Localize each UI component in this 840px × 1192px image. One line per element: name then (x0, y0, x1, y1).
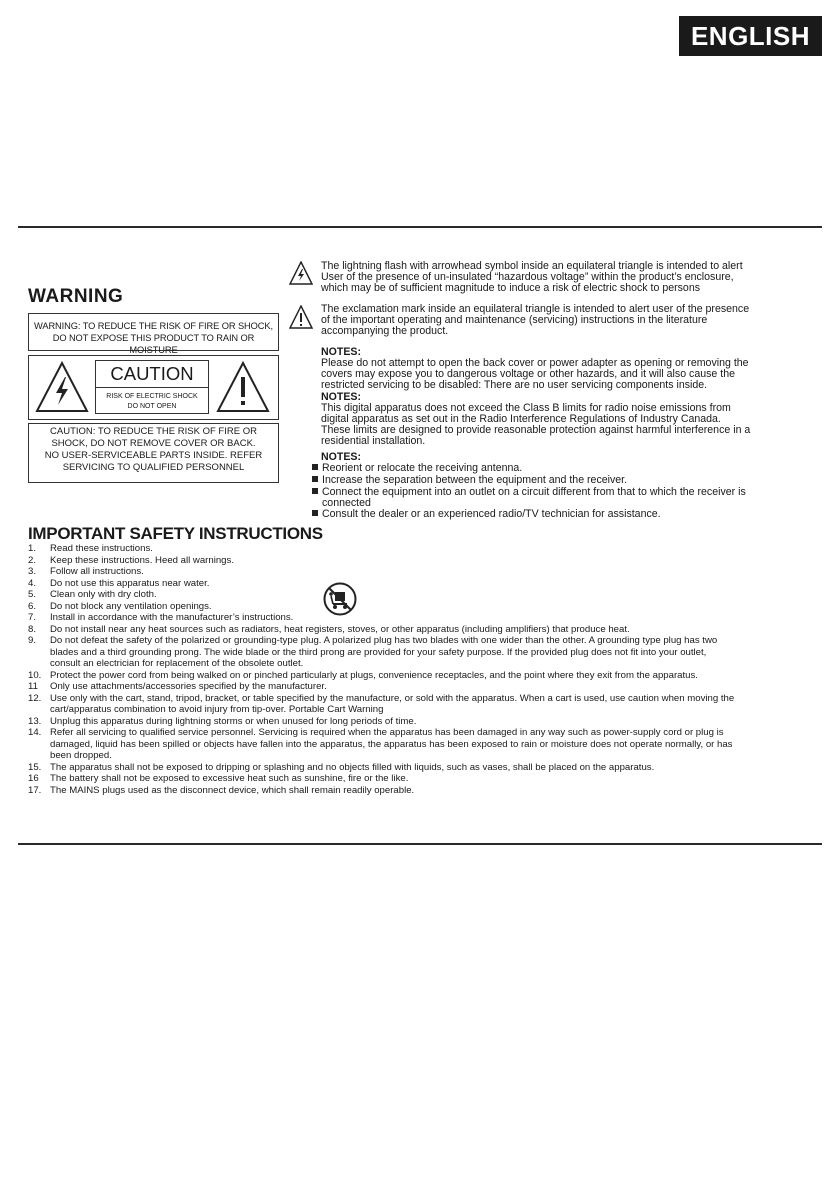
caution-word: CAUTION (110, 363, 194, 384)
safety-item-text: Use only with the cart, stand, tripod, bracket, or table specified by the manufacture, or sold with the apparatus. When a cart is used, use caution when moving the (50, 692, 735, 704)
notes-service-line3: restricted servicing to be disabled: There are no user servicing components inside. (321, 379, 708, 391)
notes-class-b-line3: These limits are designed to provide reasonable protection against harmful interference in a (321, 424, 751, 436)
safety-item-number: 17. (28, 784, 42, 796)
safety-item-text: Unplug this apparatus during lightning storms or when unused for long periods of time. (50, 715, 417, 727)
bottom-divider (18, 843, 822, 845)
lightning-symbol-icon (289, 261, 313, 285)
lightning-triangle-icon (35, 361, 89, 413)
safety-item-number: 15. (28, 761, 42, 773)
safety-item-text: Do not use this apparatus near water. (50, 577, 210, 589)
warning-title: WARNING (28, 286, 124, 307)
bullet-square-icon (312, 488, 318, 494)
bullet-square-icon (312, 464, 318, 470)
warning-box-line1: WARNING: TO REDUCE THE RISK OF FIRE OR SHOCK, (34, 321, 273, 331)
exclamation-symbol-icon (289, 305, 313, 329)
notes-service (321, 347, 749, 391)
safety-item-text: The MAINS plugs used as the disconnect device, which shall remain readily operable. (50, 784, 415, 796)
safety-item-number: 14. (28, 727, 42, 738)
caution-service-line2: SHOCK, DO NOT REMOVE COVER OR BACK. (51, 438, 256, 449)
list-item: Increase the separation between the equipment and the receiver. (312, 475, 627, 486)
safety-item-text: Refer all servicing to qualified service personnel. Servicing is required when the apparatus has been damaged in any way such as power-supply cord or plug is (50, 727, 724, 738)
caution-service-line3: NO USER-SERVICEABLE PARTS INSIDE. REFER (44, 450, 263, 461)
safety-item-text: been dropped. (50, 750, 112, 761)
caution-service-line1: CAUTION: TO REDUCE THE RISK OF FIRE OR (50, 426, 257, 437)
exclamation-line3: accompanying the product. (321, 325, 449, 337)
safety-item-number: 1. (28, 543, 37, 554)
notes-service-title: NOTES: (321, 346, 362, 358)
safety-item-number: 6. (28, 600, 37, 612)
lightning-line2: User of the presence of un-insulated “hazardous voltage” within the product’s enclosure, (321, 271, 734, 283)
list-item-continuation: connected (322, 497, 371, 509)
safety-item-text: Keep these instructions. Heed all warnings. (50, 554, 234, 566)
warning-box-line2: DO NOT EXPOSE THIS PRODUCT TO RAIN OR MOISTURE (52, 333, 255, 355)
safety-item-number: 16 (28, 773, 39, 784)
safety-item-number: 4. (28, 577, 37, 589)
safety-item-text: consult an electrician for replacement of the obsolete outlet. (50, 658, 304, 669)
language-badge: ENGLISH (679, 16, 822, 56)
caution-sub-line2: DO NOT OPEN (127, 403, 177, 410)
safety-item-text: blades and a third grounding prong. The wide blade or the third prong are provided for your safety purpose. If the provided plug does not fit into your outlet, (50, 646, 707, 658)
bullet-square-icon (312, 476, 318, 482)
safety-item-text: cart/apparatus combination to avoid injury from tip-over. Portable Cart Warning (50, 704, 384, 715)
list-item: Connect the equipment into an outlet on a circuit different from that to which the receiver is (312, 487, 746, 498)
safety-item-number: 3. (28, 566, 37, 577)
bullet-square-icon (312, 510, 318, 516)
top-divider (18, 226, 822, 228)
notes-class-b-line2: digital apparatus as set out in the Radio Interference Regulations of Industry Canada. (321, 413, 721, 425)
caution-sub-line1: RISK OF ELECTRIC SHOCK (106, 393, 198, 400)
safety-item-number: 11 (28, 681, 38, 692)
notes-service-line1: Please do not attempt to open the back cover or power adapter as opening or removing the (321, 357, 749, 369)
safety-item-text: Read these instructions. (50, 543, 153, 554)
warning-box (28, 313, 279, 355)
notes-class-b-line4: residential installation. (321, 435, 426, 447)
safety-item-number: 10. (28, 669, 42, 681)
safety-item-text: The battery shall not be exposed to excessive heat such as sunshine, fire or the like. (50, 773, 409, 784)
exclamation-explanation (321, 304, 749, 337)
safety-item-text: Do not block any ventilation openings. (50, 600, 212, 612)
safety-item-number: 8. (28, 623, 37, 635)
safety-title: IMPORTANT SAFETY INSTRUCTIONS (28, 524, 323, 543)
safety-item-text: Only use attachments/accessories specified by the manufacturer. (50, 681, 327, 692)
safety-item-text: Clean only with dry cloth. (50, 589, 157, 600)
lightning-line1: The lightning flash with arrowhead symbol inside an equilateral triangle is intended to alert (321, 260, 743, 272)
list-item: Reorient or relocate the receiving antenna. (312, 463, 522, 474)
notes-class-b-line1: This digital apparatus does not exceed the Class B limits for radio noise emissions from (321, 402, 731, 414)
exclamation-line2: of the important operating and maintenance (servicing) instructions in the literature (321, 314, 708, 326)
safety-item-number: 2. (28, 554, 37, 566)
safety-item-number: 13. (28, 715, 42, 727)
safety-item-text: The apparatus shall not be exposed to dripping or splashing and no objects filled with liquids, such as vases, shall be placed on the apparatus. (50, 761, 655, 773)
exclamation-line1: The exclamation mark inside an equilateral triangle is intended to alert user of the presence (321, 303, 750, 315)
safety-item-number: 9. (28, 635, 37, 646)
exclamation-triangle-icon (216, 361, 270, 413)
safety-item-text: Follow all instructions. (50, 566, 144, 577)
safety-item-text: Install in accordance with the manufacturer’s instructions. (50, 612, 294, 623)
caution-service-line4: SERVICING TO QUALIFIED PERSONNEL (62, 462, 245, 473)
notes-service-line2: covers may expose you to dangerous voltage or other hazards, and it will also cause the (321, 368, 735, 380)
safety-item-number: 7. (28, 612, 37, 623)
lightning-line3: which may be of sufficient magnitude to induce a risk of electric shock to persons (321, 282, 701, 294)
notes-class-b (321, 392, 750, 447)
notes-interference-title: NOTES: (321, 451, 362, 463)
safety-item-text: Do not install near any heat sources such as radiators, heat registers, stoves, or other apparatus (including amplifiers) that produce heat. (50, 623, 630, 635)
caution-service-box (28, 423, 279, 483)
safety-item-text: damaged, liquid has been spilled or objects have fallen into the apparatus, the apparatus has been exposed to rain or moisture does not operate normally, or has (50, 738, 733, 750)
safety-item-number: 12. (28, 692, 42, 704)
list-item: Consult the dealer or an experienced radio/TV technician for assistance. (312, 509, 661, 520)
safety-item-text: Do not defeat the safety of the polarized or grounding-type plug. A polarized plug has two blades with one wider than the other. A grounding type plug has two (50, 635, 718, 646)
safety-item-number: 5. (28, 589, 37, 600)
safety-item-text: Protect the power cord from being walked on or pinched particularly at plugs, convenience receptacles, and the point where they exit from the apparatus. (50, 669, 698, 681)
lightning-explanation (321, 261, 743, 294)
notes-class-b-title: NOTES: (321, 391, 362, 403)
caution-divider (96, 387, 208, 388)
caution-inner-box (95, 360, 209, 414)
